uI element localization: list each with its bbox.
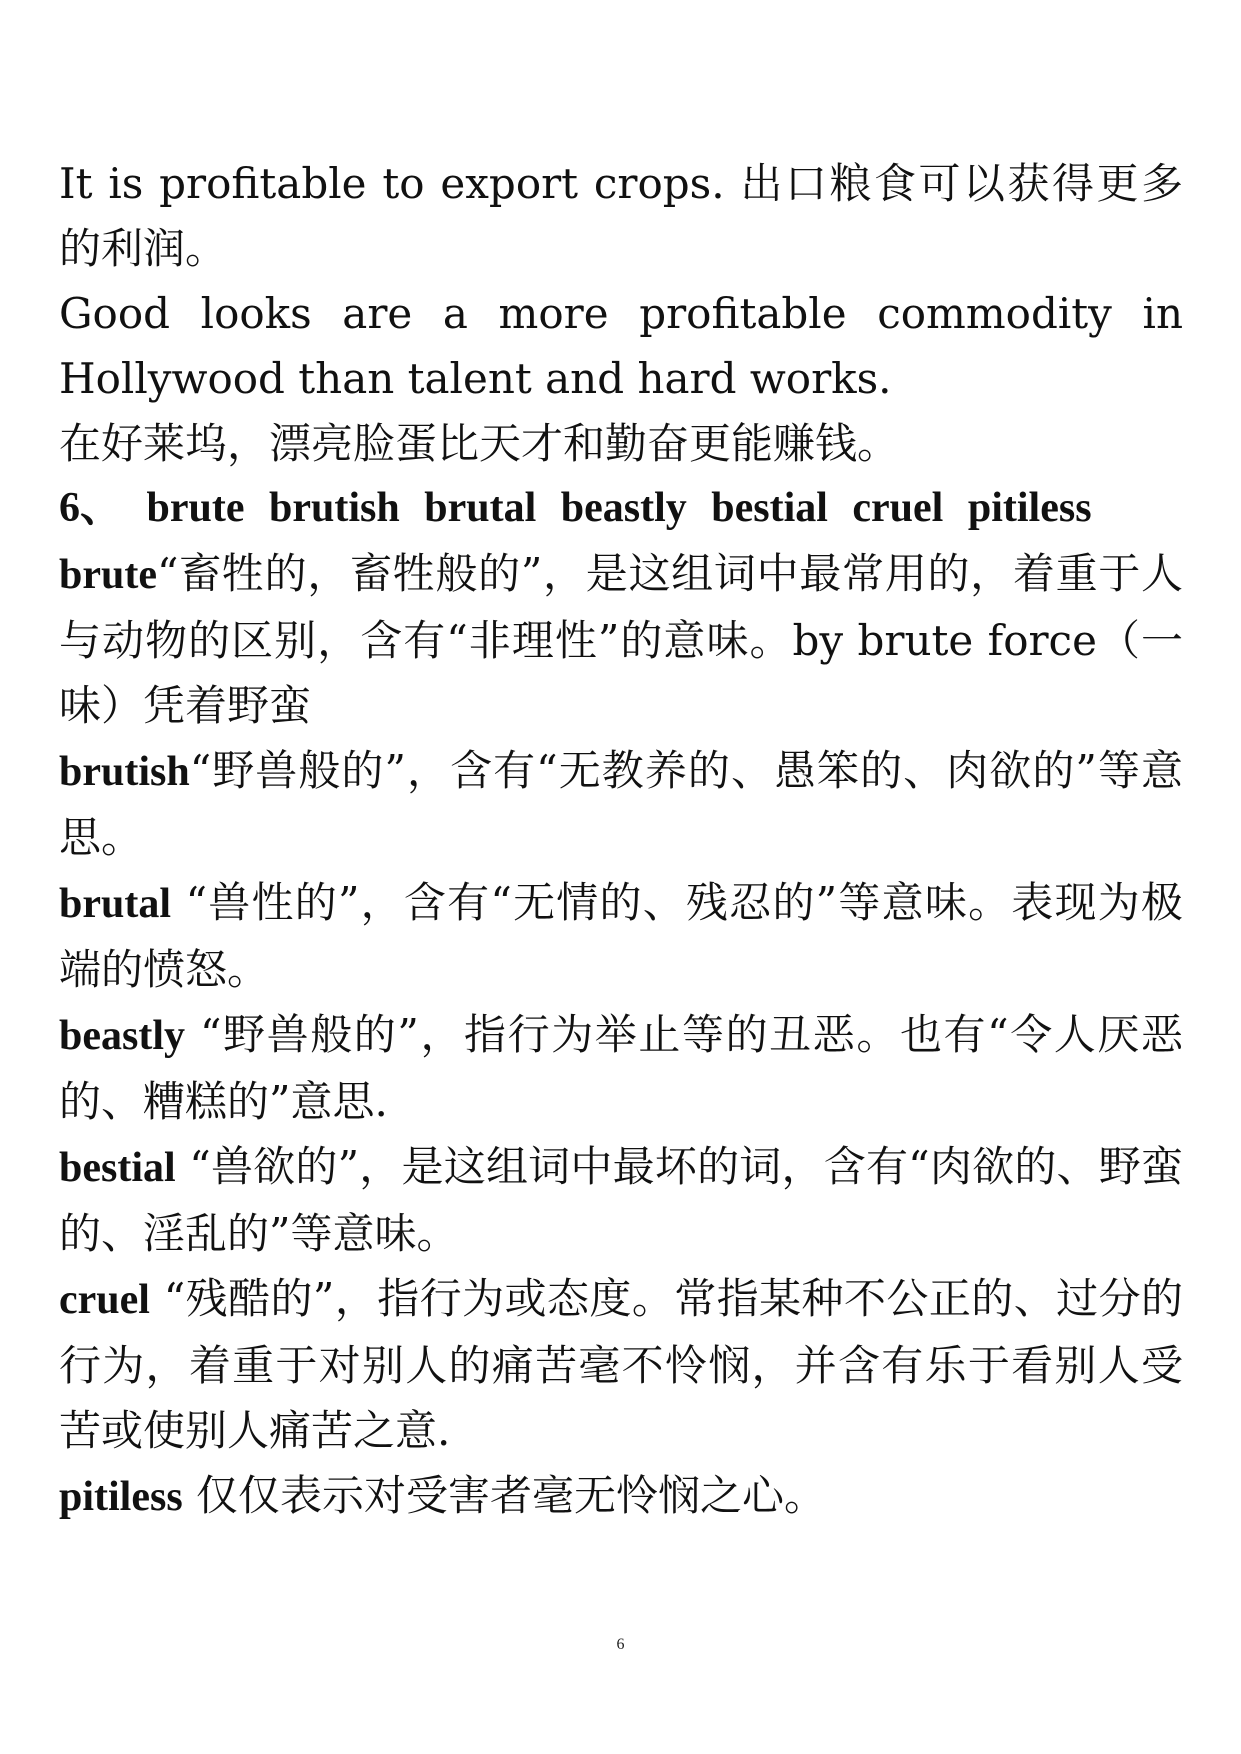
entry-term: bestial bbox=[59, 1145, 176, 1191]
example-sentence-2-chinese: 在好莱坞，漂亮脸蛋比天才和勤奋更能赚钱。 bbox=[59, 419, 900, 468]
entry-brutish bbox=[59, 738, 1183, 870]
entry-definition: “兽性的”，含有“无情的、残忍的”等意味。表现为极端的愤怒。 bbox=[59, 878, 1183, 994]
entry-term: brutish bbox=[59, 749, 190, 795]
entry-term: pitiless bbox=[59, 1474, 183, 1520]
entry-cruel bbox=[59, 1266, 1183, 1463]
entry-brute bbox=[59, 541, 1183, 738]
example-1-chinese: 出口粮食可以获得更多的利润。 bbox=[59, 159, 1183, 273]
entry-term: cruel bbox=[59, 1277, 150, 1323]
section-title: brute brutish brutal beastly bestial cruel pitiless bbox=[146, 485, 1092, 531]
entry-brutal bbox=[59, 870, 1183, 1002]
example-sentence-1 bbox=[59, 151, 1183, 281]
entry-term: brute bbox=[59, 552, 157, 598]
entry-beastly bbox=[59, 1002, 1183, 1134]
entry-definition: “兽欲的”，是这组词中最坏的词，含有“肉欲的、野蛮的、淫乱的”等意味。 bbox=[59, 1142, 1183, 1258]
section-heading bbox=[59, 476, 1183, 541]
example-1-english: It is profitable to export crops. bbox=[59, 159, 725, 208]
document-body bbox=[59, 151, 1183, 1530]
entry-definition: “野兽般的”，指行为举止等的丑恶。也有“令人厌恶的、糟糕的”意思. bbox=[59, 1010, 1183, 1126]
entry-bestial bbox=[59, 1134, 1183, 1266]
entry-pitiless bbox=[59, 1463, 1183, 1530]
section-number: 6、 bbox=[59, 485, 123, 531]
entry-definition: “残酷的”，指行为或态度。常指某种不公正的、过分的行为，着重于对别人的痛苦毫不怜悯，并含有乐于看别人受苦或使别人痛苦之意. bbox=[59, 1274, 1183, 1455]
entry-definition: “野兽般的”，含有“无教养的、愚笨的、肉欲的”等意思。 bbox=[59, 746, 1183, 862]
entry-definition: “畜牲的，畜牲般的”，是这组词中最常用的，着重于人与动物的区别，含有“非理性”的意味。by brute force（一味）凭着野蛮 bbox=[59, 549, 1183, 730]
page-number: 6 bbox=[616, 1636, 625, 1653]
example-sentence-2-english: Good looks are a more profitable commodity in Hollywood than talent and hard works. bbox=[59, 289, 1183, 403]
entry-term: beastly bbox=[59, 1013, 185, 1059]
entry-term: brutal bbox=[59, 881, 172, 927]
entry-definition: 仅仅表示对受害者毫无怜悯之心。 bbox=[182, 1471, 827, 1520]
